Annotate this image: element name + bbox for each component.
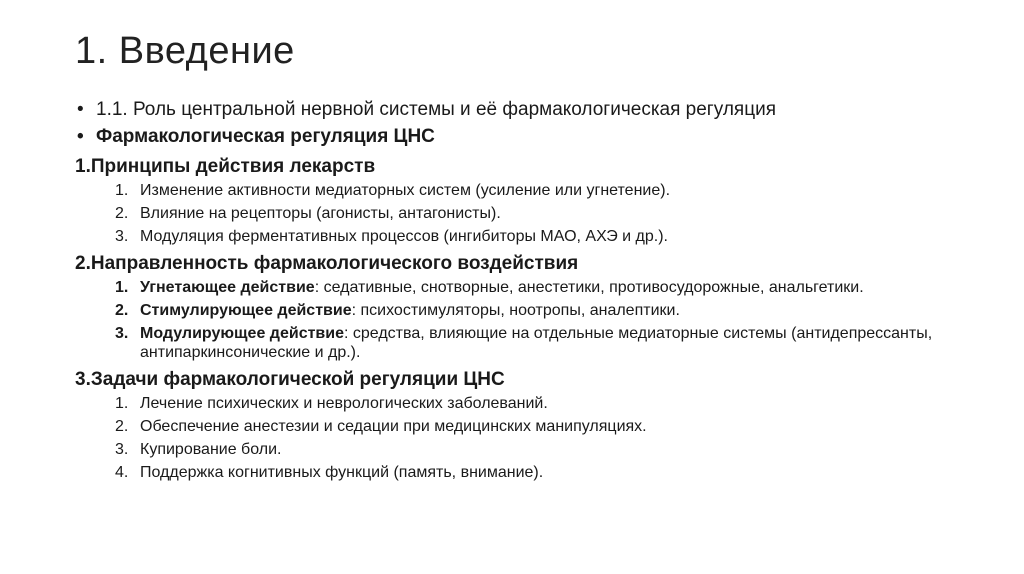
list-text: Влияние на рецепторы (агонисты, антагонисты). — [140, 205, 501, 222]
list-term: Модулирующее действие — [140, 325, 344, 342]
list-item — [75, 440, 955, 459]
list-text: Модуляция ферментативных процессов (ингибиторы МАО, АХЭ и др.). — [140, 228, 668, 245]
list-number: 3. — [115, 228, 129, 245]
list-text: : средства, влияющие на отдельные медиаторные системы (антидепрессанты, антипаркинсонические и др.). — [140, 325, 933, 361]
list-text: Лечение психических и неврологических заболеваний. — [140, 395, 548, 412]
section-heading: 1.Принципы действия лекарств — [75, 156, 376, 177]
list-term: Угнетающее действие — [140, 279, 315, 296]
list-item — [75, 278, 955, 297]
list-item — [75, 204, 955, 223]
list-number: 2. — [115, 205, 129, 222]
list-number: 4. — [115, 464, 129, 481]
numbered-list — [75, 181, 955, 246]
list-number: 2. — [115, 418, 129, 435]
list-item — [75, 181, 955, 200]
list-text: Обеспечение анестезии и седации при медицинских манипуляциях. — [140, 418, 647, 435]
list-number: 1. — [115, 279, 129, 296]
bullet-item: • 1.1. Роль центральной нервной системы и её фармакологическая регуляция — [75, 96, 955, 123]
numbered-list — [75, 278, 955, 362]
list-number: 1. — [115, 395, 129, 412]
list-text: : психостимуляторы, ноотропы, аналептики. — [351, 302, 680, 319]
list-number: 3. — [115, 325, 129, 342]
slide-title: 1. Введение — [75, 30, 295, 72]
slide-content — [75, 96, 955, 486]
list-number: 3. — [115, 441, 129, 458]
numbered-list — [75, 394, 955, 482]
list-item — [75, 417, 955, 436]
section-heading: 3.Задачи фармакологической регуляции ЦНС — [75, 369, 505, 390]
list-item — [75, 394, 955, 413]
list-text: Купирование боли. — [140, 441, 282, 458]
bullet-item: • Фармакологическая регуляция ЦНС — [75, 123, 955, 150]
list-number: 2. — [115, 302, 129, 319]
list-item — [75, 301, 955, 320]
list-text: : седативные, снотворные, анестетики, противосудорожные, анальгетики. — [314, 279, 864, 296]
list-item — [75, 324, 955, 362]
list-term: Стимулирующее действие — [140, 302, 352, 319]
list-item — [75, 227, 955, 246]
section-heading: 2.Направленность фармакологического воздействия — [75, 253, 579, 274]
list-number: 1. — [115, 182, 129, 199]
list-text: Поддержка когнитивных функций (память, внимание). — [140, 464, 544, 481]
list-item — [75, 463, 955, 482]
list-text: Изменение активности медиаторных систем (усиление или угнетение). — [140, 182, 671, 199]
